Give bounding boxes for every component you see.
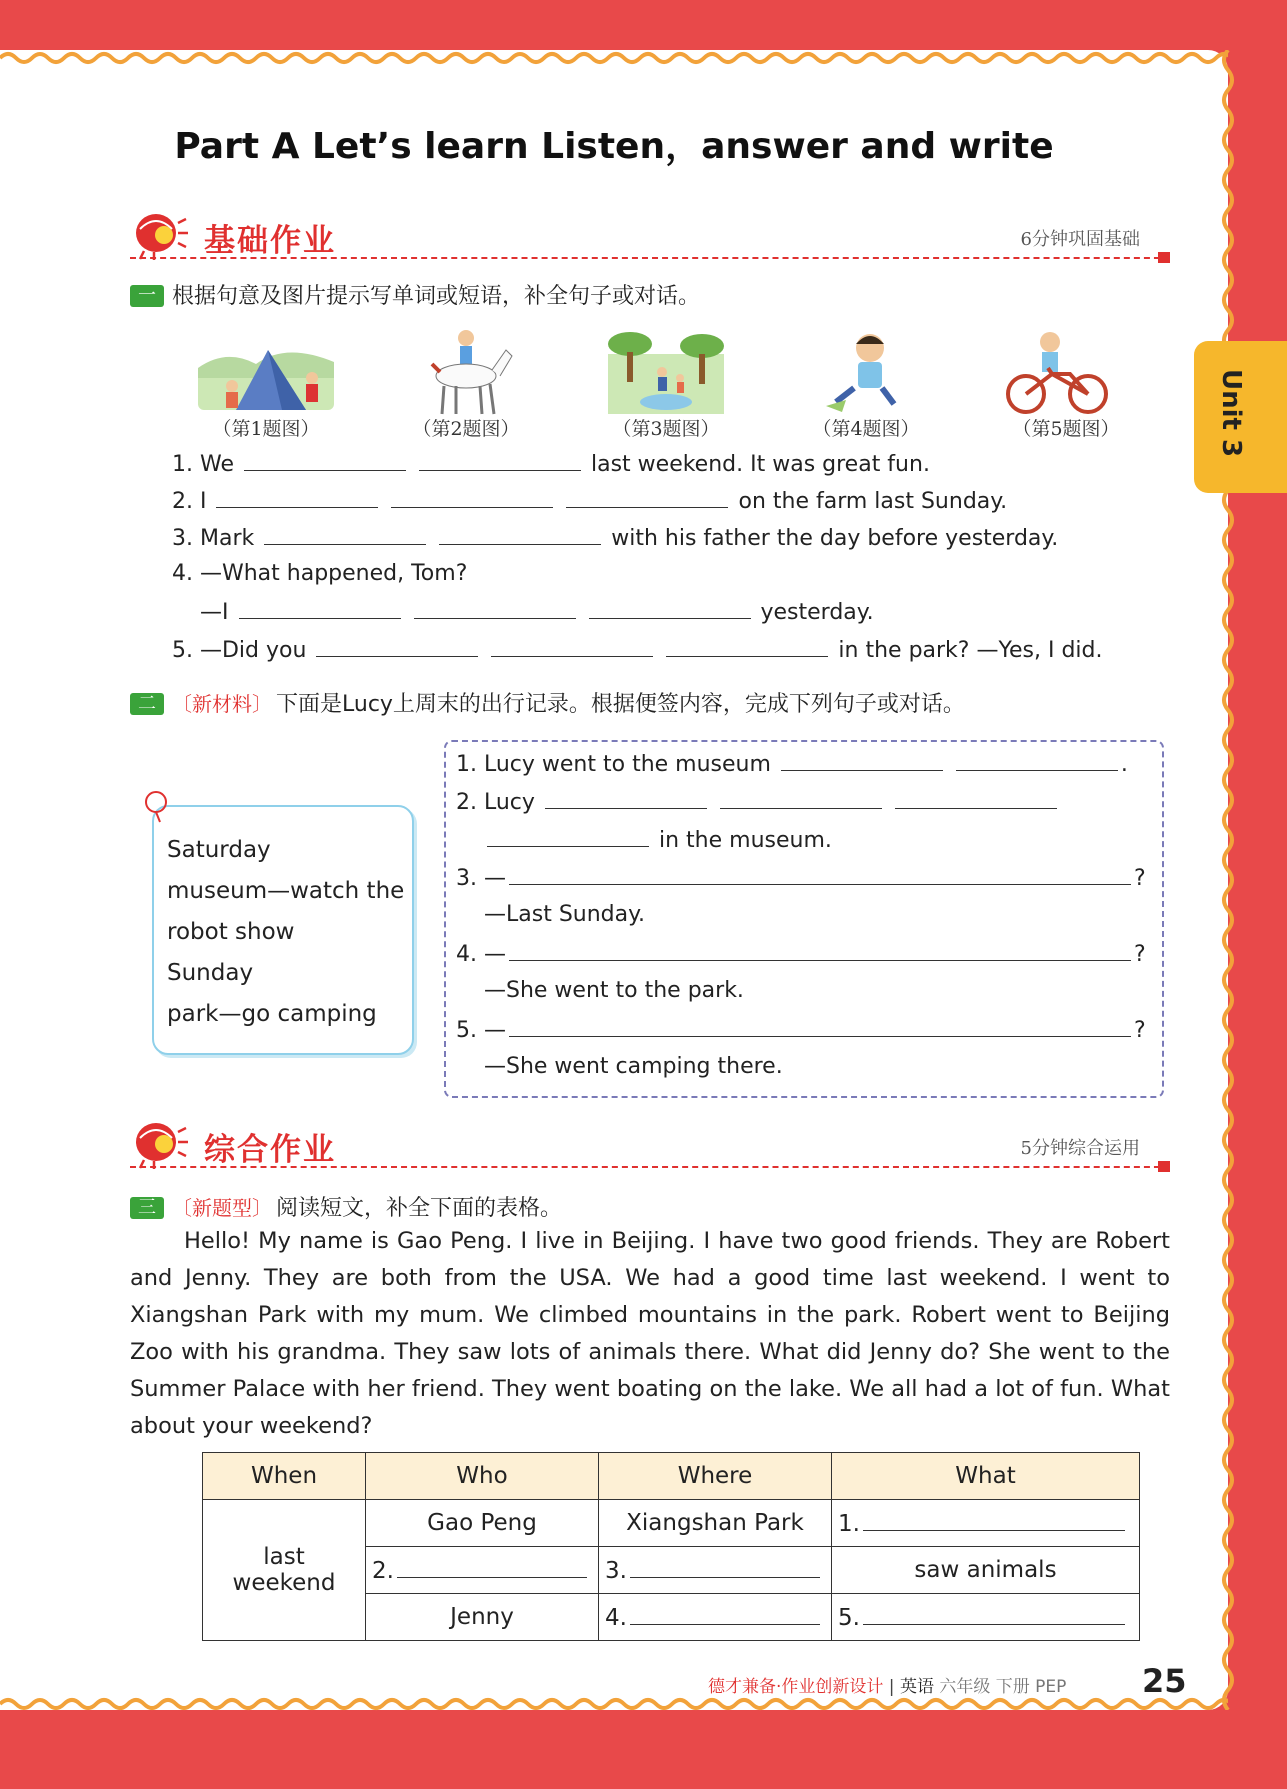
item-text: 5. — xyxy=(456,1018,506,1043)
camping-tent-picture xyxy=(196,328,336,416)
item-text: 4. — xyxy=(456,942,506,967)
answer-table xyxy=(202,1452,1140,1641)
answer-blank[interactable] xyxy=(863,1510,1125,1531)
answer-blank[interactable] xyxy=(630,1557,820,1578)
child-picture xyxy=(796,328,936,416)
blank-number: 5. xyxy=(838,1604,860,1631)
answer-blank[interactable] xyxy=(264,524,426,545)
section-basic-title: 基础作业 xyxy=(204,223,336,259)
item-text: . xyxy=(1120,752,1128,777)
reading-passage xyxy=(130,1223,1170,1445)
item-text: in the museum. xyxy=(659,828,832,853)
passage-text: Hello! My name is Gao Peng. I live in Beijing. I have two good friends. They are Robert and Jenny. They are both from the USA. We had a good time last weekend. I went to Xiangshan Park with my mum. We climbed mountains in the park. Robert went to Beijing Zoo with his grandma. They saw lots of animals there. What did Jenny do? She went to the Summer Palace with her friend. They went boating on the lake. We all had a lot of fun. What about your weekend? xyxy=(130,1228,1170,1439)
answer-blank[interactable] xyxy=(391,487,553,508)
table-cell: Xiangshan Park xyxy=(599,1500,832,1547)
q1-sentence-5 xyxy=(172,636,1103,663)
table-cell xyxy=(599,1594,832,1641)
divider-end-marker xyxy=(1158,252,1170,263)
picture-caption-4: （第4题图） xyxy=(812,418,920,440)
page-number: 25 xyxy=(1142,1662,1187,1700)
blank-number: 4. xyxy=(605,1604,627,1631)
item-text: ? xyxy=(1133,866,1146,891)
answer-blank[interactable] xyxy=(545,788,707,809)
section-comprehensive-header xyxy=(130,1114,1170,1174)
footer-subject: 英语 xyxy=(899,1677,934,1697)
table-cell xyxy=(599,1547,832,1594)
answer-blank[interactable] xyxy=(863,1604,1125,1625)
lantern-icon xyxy=(130,1114,190,1170)
table-header-row xyxy=(203,1453,1140,1500)
q1-sentence-1 xyxy=(172,450,930,477)
unit-tab[interactable] xyxy=(1194,341,1287,493)
top-wave-border xyxy=(0,50,1228,66)
item-text: ? xyxy=(1133,1018,1146,1043)
answer-blank[interactable] xyxy=(566,487,728,508)
question-2-header xyxy=(130,687,965,718)
question-2-instruction: 下面是Lucy上周末的出行记录。根据便签内容，完成下列句子或对话。 xyxy=(276,692,965,717)
answer-blank[interactable] xyxy=(956,750,1118,771)
table-header: What xyxy=(832,1453,1140,1500)
q2-item-2-cont xyxy=(484,826,832,853)
sentence-text: 2. I xyxy=(172,489,207,514)
q2-item-3 xyxy=(456,864,1146,891)
answer-blank[interactable] xyxy=(781,750,943,771)
note-line: museum—watch the xyxy=(167,878,405,904)
table-cell xyxy=(366,1547,599,1594)
table-header: When xyxy=(203,1453,366,1500)
section-divider xyxy=(130,257,1170,259)
bike-riding-picture xyxy=(996,328,1136,416)
answer-blank[interactable] xyxy=(666,636,828,657)
note-line: park—go camping xyxy=(167,1001,377,1027)
new-material-tag: 〔新材料〕 xyxy=(172,692,272,716)
picture-caption-2: （第2题图） xyxy=(412,418,520,440)
new-type-tag: 〔新题型〕 xyxy=(172,1196,272,1220)
q1-sentence-4 xyxy=(172,561,467,586)
blank-number: 3. xyxy=(605,1557,627,1584)
q2-item-5 xyxy=(456,1016,1146,1043)
sentence-text: last weekend. It was great fun. xyxy=(590,452,930,477)
question-1-header xyxy=(130,279,700,310)
question-number-badge: 一 xyxy=(130,285,164,307)
item-text: 2. Lucy xyxy=(456,790,535,815)
answer-blank[interactable] xyxy=(509,864,1131,885)
q1-sentence-3 xyxy=(172,524,1058,551)
answer-blank[interactable] xyxy=(419,450,581,471)
divider-end-marker xyxy=(1158,1161,1170,1172)
sentence-text: with his father the day before yesterday. xyxy=(611,526,1059,551)
footer-text: 德才兼备·作业创新设计 | 英语 六年级 下册 PEP xyxy=(708,1677,1067,1697)
note-string-icon xyxy=(136,786,176,826)
answer-blank[interactable] xyxy=(487,826,649,847)
question-number-badge: 二 xyxy=(130,693,164,715)
section-comprehensive-title: 综合作业 xyxy=(204,1132,336,1168)
q2-item-5-answer: —She went camping there. xyxy=(484,1054,783,1079)
page-title: Part A Let’s learn Listen，answer and write xyxy=(174,126,1054,167)
answer-blank[interactable] xyxy=(720,788,882,809)
answer-blank[interactable] xyxy=(630,1604,820,1625)
picture-caption-1: （第1题图） xyxy=(212,418,320,440)
question-3-instruction: 阅读短文，补全下面的表格。 xyxy=(276,1196,563,1221)
sentence-text: 4. —What happened, Tom? xyxy=(172,561,468,586)
answer-blank[interactable] xyxy=(895,788,1057,809)
item-text: 1. Lucy went to the museum xyxy=(456,752,771,777)
sentence-text: in the park? —Yes, I did. xyxy=(838,638,1103,663)
table-cell xyxy=(832,1594,1140,1641)
sentence-text: 1. We xyxy=(172,452,234,477)
q2-item-3-answer: —Last Sunday. xyxy=(484,902,645,927)
answer-blank[interactable] xyxy=(509,940,1131,961)
unit-tab-label: Unit 3 xyxy=(1216,369,1246,458)
table-cell: saw animals xyxy=(832,1547,1140,1594)
table-cell-when: last weekend xyxy=(203,1500,366,1641)
q2-item-4-answer: —She went to the park. xyxy=(484,978,744,1003)
note-line: Sunday xyxy=(167,960,254,986)
answer-blank[interactable] xyxy=(244,450,406,471)
q1-sentence-4-answer xyxy=(200,598,874,625)
section-basic-header xyxy=(130,205,1170,265)
bottom-wave-border xyxy=(0,1696,1228,1712)
answer-blank[interactable] xyxy=(509,1016,1131,1037)
table-cell: Gao Peng xyxy=(366,1500,599,1547)
section-basic-subtitle: 6分钟巩固基础 xyxy=(1020,229,1140,250)
answer-blank[interactable] xyxy=(439,524,601,545)
table-header: Where xyxy=(599,1453,832,1500)
q1-sentence-2 xyxy=(172,487,1007,514)
note-line: Saturday xyxy=(167,837,271,863)
blank-number: 2. xyxy=(372,1557,394,1584)
sentence-text: 3. Mark xyxy=(172,526,255,551)
right-wave-border xyxy=(1218,50,1238,1710)
horse-riding-picture xyxy=(396,328,536,416)
item-text: 3. — xyxy=(456,866,506,891)
question-3-header xyxy=(130,1191,562,1222)
memo-note xyxy=(152,805,414,1055)
sentence-text: on the farm last Sunday. xyxy=(738,489,1008,514)
footer-series: 德才兼备·作业创新设计 xyxy=(708,1677,884,1697)
sentence-text: yesterday. xyxy=(760,600,874,625)
q2-item-4 xyxy=(456,940,1146,967)
table-cell: Jenny xyxy=(366,1594,599,1641)
note-line: robot show xyxy=(167,919,295,945)
park-picture xyxy=(596,328,736,416)
table-row xyxy=(203,1500,1140,1547)
answer-blank[interactable] xyxy=(397,1557,587,1578)
blank-number: 1. xyxy=(838,1510,860,1537)
table-header: Who xyxy=(366,1453,599,1500)
sentence-text: —I xyxy=(200,600,229,625)
answer-blank[interactable] xyxy=(239,598,401,619)
section-divider xyxy=(130,1166,1170,1168)
answer-blank[interactable] xyxy=(316,636,478,657)
picture-caption-5: （第5题图） xyxy=(1012,418,1120,440)
q2-item-2 xyxy=(456,788,1060,815)
sentence-text: 5. —Did you xyxy=(172,638,307,663)
answer-blank[interactable] xyxy=(589,598,751,619)
question-1-instruction: 根据句意及图片提示写单词或短语，补全句子或对话。 xyxy=(172,284,701,309)
lantern-icon xyxy=(130,205,190,261)
table-cell xyxy=(832,1500,1140,1547)
footer-grade: 六年级 下册 PEP xyxy=(939,1677,1067,1697)
answer-blank[interactable] xyxy=(414,598,576,619)
answer-blank[interactable] xyxy=(491,636,653,657)
section-comprehensive-subtitle: 5分钟综合运用 xyxy=(1020,1138,1140,1159)
question-number-badge: 三 xyxy=(130,1197,164,1219)
picture-caption-3: （第3题图） xyxy=(612,418,720,440)
item-text: ? xyxy=(1133,942,1146,967)
answer-blank[interactable] xyxy=(216,487,378,508)
q2-item-1 xyxy=(456,750,1128,777)
